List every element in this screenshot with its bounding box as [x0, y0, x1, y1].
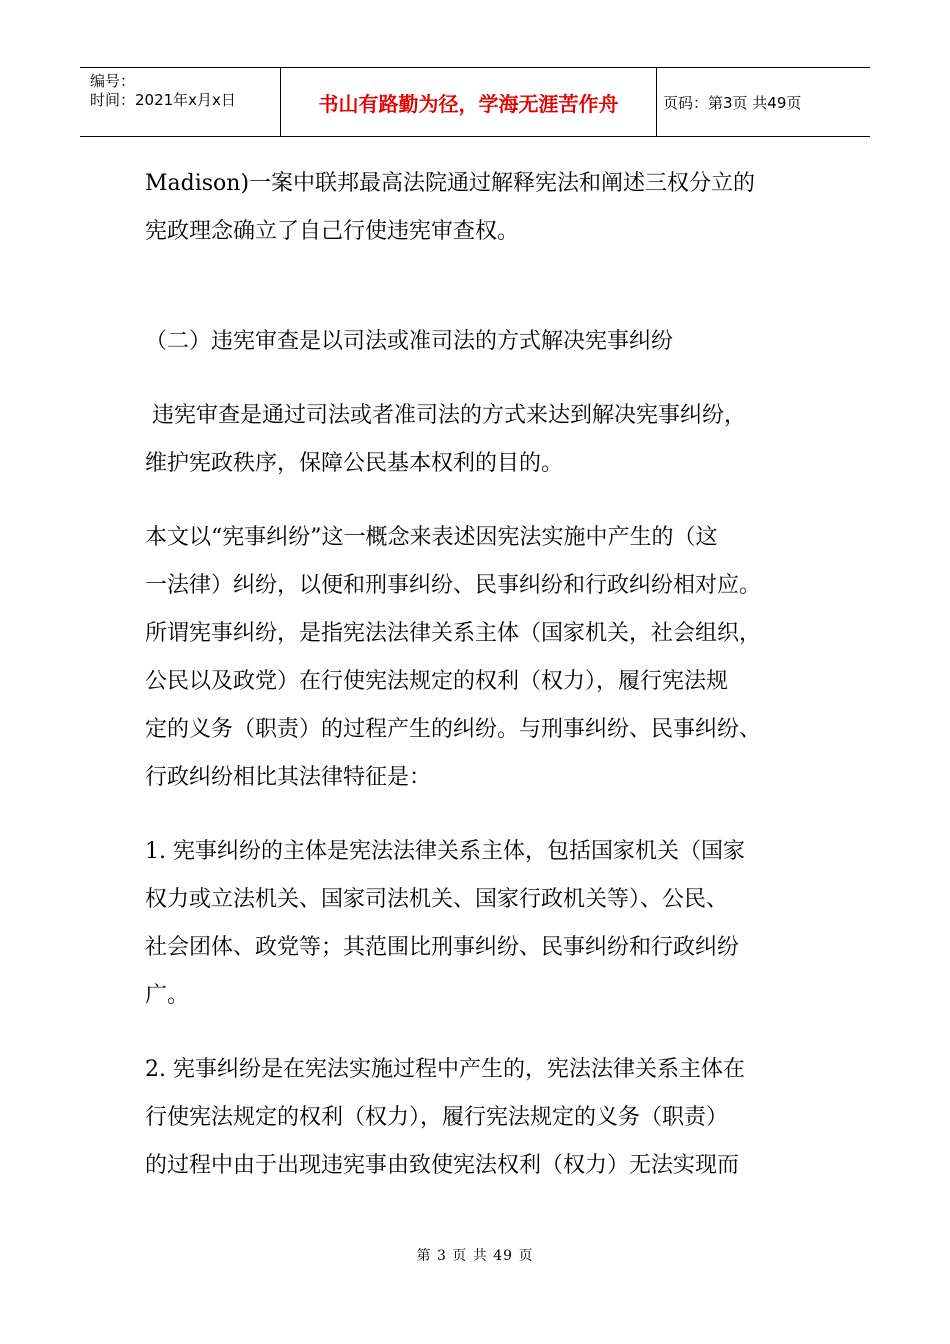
text-line: 广。 — [145, 983, 190, 1008]
paragraph-1 — [145, 160, 825, 256]
text-line: 本文以“宪事纠纷”这一概念来表述因宪法实施中产生的（这 — [145, 525, 718, 550]
text-line: 所谓宪事纠纷，是指宪法法律关系主体（国家机关，社会组织， — [145, 621, 762, 646]
header-page-info: 页码：第3页 共49页 — [663, 93, 802, 112]
text-line: 定的义务（职责）的过程产生的纠纷。与刑事纠纷、民事纠纷、 — [145, 717, 762, 742]
header-motto: 书山有路勤为径，学海无涯苦作舟 — [281, 68, 657, 136]
list-item-1 — [145, 828, 825, 1020]
document-body — [145, 160, 825, 1190]
text-line: 1. 宪事纠纷的主体是宪法法律关系主体，包括国家机关（国家 — [145, 839, 745, 864]
text-line: 公民以及政党）在行使宪法规定的权利（权力），履行宪法规 — [145, 669, 729, 694]
text-line: 权力或立法机关、国家司法机关、国家行政机关等）、公民、 — [145, 887, 729, 912]
section-heading — [145, 318, 825, 366]
text-line: （二）违宪审查是以司法或准司法的方式解决宪事纠纷 — [145, 329, 674, 354]
text-line: 社会团体、政党等；其范围比刑事纠纷、民事纠纷和行政纠纷 — [145, 935, 740, 960]
text-line: 维护宪政秩序，保障公民基本权利的目的。 — [145, 451, 564, 476]
paragraph-2 — [145, 392, 825, 488]
list-item-2 — [145, 1046, 825, 1190]
header-meta — [80, 68, 281, 136]
page-footer: 第 3 页 共 49 页 — [416, 1248, 534, 1264]
text-line: 的过程中由于出现违宪事由致使宪法权利（权力）无法实现而 — [145, 1153, 740, 1178]
text-line: 行使宪法规定的权利（权力），履行宪法规定的义务（职责） — [145, 1105, 729, 1130]
text-line: 宪政理念确立了自己行使违宪审查权。 — [145, 219, 520, 244]
time-label: 时间：2021年x月x日 — [90, 91, 236, 109]
text-line: 行政纠纷相比其法律特征是： — [145, 765, 432, 790]
number-label: 编号： — [90, 72, 136, 90]
text-line: 违宪审查是通过司法或者准司法的方式来达到解决宪事纠纷， — [145, 403, 746, 428]
text-line: Madison)一案中联邦最高法院通过解释宪法和阐述三权分立的 — [145, 171, 756, 196]
text-line: 一法律）纠纷，以便和刑事纠纷、民事纠纷和行政纠纷相对应。 — [145, 573, 762, 598]
document-header — [80, 67, 870, 137]
paragraph-3 — [145, 514, 825, 802]
text-line: 2. 宪事纠纷是在宪法实施过程中产生的，宪法法律关系主体在 — [145, 1057, 745, 1082]
